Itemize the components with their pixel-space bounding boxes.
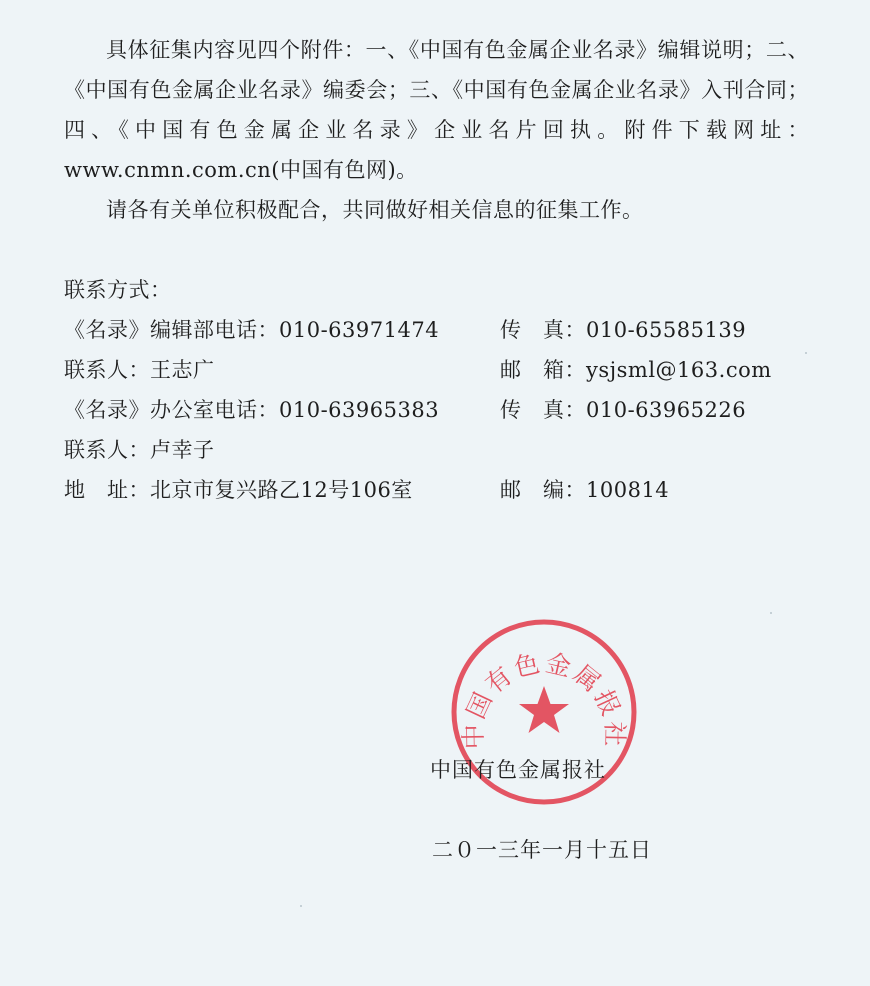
seal-star-icon xyxy=(519,686,569,733)
scan-speck xyxy=(770,612,772,614)
body-paragraph-request: 请各有关单位积极配合，共同做好相关信息的征集工作。 xyxy=(106,198,644,222)
editorial-email: 邮 箱：ysjsml@163.com xyxy=(500,358,772,382)
office-contact-person: 联系人：卢幸子 xyxy=(64,438,215,462)
editorial-fax: 传 真：010-65585139 xyxy=(500,318,747,342)
scan-speck xyxy=(805,352,807,354)
contact-heading: 联系方式： xyxy=(64,278,172,302)
office-phone: 《名录》办公室电话：010-63965383 xyxy=(64,398,440,422)
signature-organization: 中国有色金属报社 xyxy=(430,758,606,782)
office-fax: 传 真：010-63965226 xyxy=(500,398,747,422)
postcode: 邮 编：100814 xyxy=(500,478,670,502)
signature-date: 二０一三年一月十五日 xyxy=(432,838,652,862)
address: 地 址：北京市复兴路乙12号106室 xyxy=(64,478,413,502)
editorial-contact-person: 联系人：王志广 xyxy=(64,358,215,382)
body-paragraph-attachments: 具体征集内容见四个附件：一、《中国有色金属企业名录》编辑说明；二、《中国有色金属企业名录》编委会；三、《中国有色金属企业名录》入刊合同；四、《中国有色金属企业名录》企业名片回执。附件下载网址：www.cnmn.com.cn(中国有色网)。 xyxy=(64,38,809,182)
scan-speck xyxy=(300,905,302,907)
seal-text: 中国有色金属报社 xyxy=(458,648,630,750)
editorial-phone: 《名录》编辑部电话：010-63971474 xyxy=(64,318,440,342)
